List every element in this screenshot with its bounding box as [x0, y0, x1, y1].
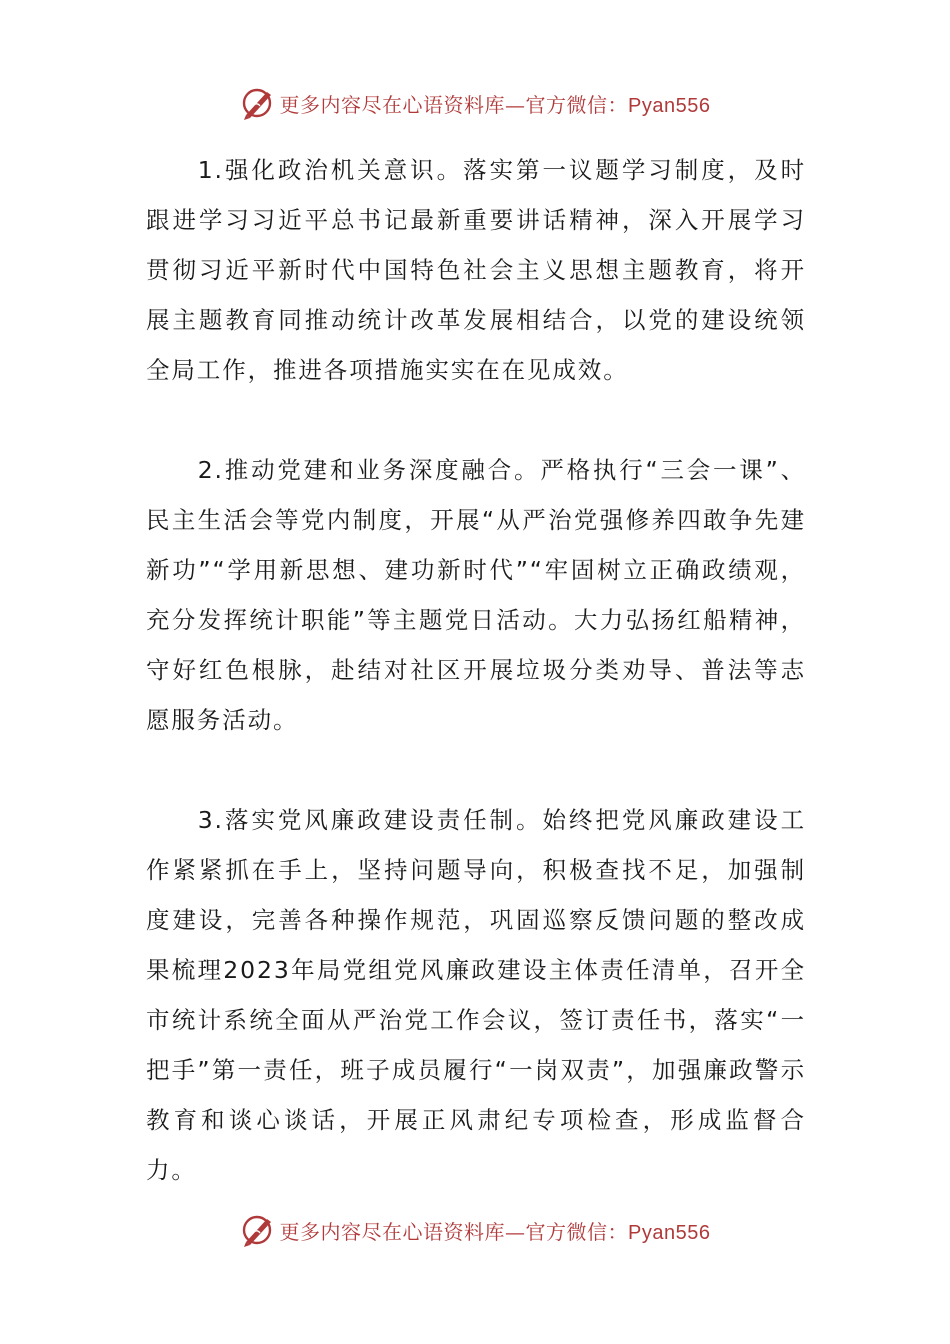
banner-text	[280, 89, 711, 118]
banner-text	[280, 1216, 711, 1245]
wechat-id: Pyan556	[628, 1221, 711, 1244]
footer-banner	[0, 1210, 950, 1250]
paragraph-3: 3.落实党风廉政建设责任制。始终把党风廉政建设工作紧紧抓在手上，坚持问题导向，积极查找不足，加强制度建设，完善各种操作规范，巩固巡察反馈问题的整改成果梳理2023年局党组党风廉政建设主体责任清单，召开全市统计系统全面从严治党工作会议，签订责任书，落实“一把手”第一责任，班子成员履行“一岗双责”，加强廉政警示教育和谈心谈话，开展正风肃纪专项检查，形成监督合力。	[146, 806, 806, 1184]
document-body	[146, 145, 806, 1195]
banner-label: 更多内容尽在心语资料库—官方微信：	[279, 92, 629, 117]
wechat-id: Pyan556	[628, 94, 711, 117]
pen-logo-icon	[240, 85, 276, 121]
pen-logo-icon	[240, 1212, 276, 1248]
paragraph-1: 1.强化政治机关意识。落实第一议题学习制度，及时跟进学习习近平总书记最新重要讲话精神，深入开展学习贯彻习近平新时代中国特色社会主义思想主题教育，将开展主题教育同推动统计改革发展相结合，以党的建设统领全局工作，推进各项措施实实在在见成效。	[146, 156, 806, 384]
header-banner	[0, 83, 950, 123]
paragraph-2: 2.推动党建和业务深度融合。严格执行“三会一课”、民主生活会等党内制度，开展“从严治党强修养四敢争先建新功”“学用新思想、建功新时代”“牢固树立正确政绩观，充分发挥统计职能”等主题党日活动。大力弘扬红船精神，守好红色根脉，赴结对社区开展垃圾分类劝导、普法等志愿服务活动。	[146, 456, 806, 734]
banner-label: 更多内容尽在心语资料库—官方微信：	[279, 1219, 629, 1244]
